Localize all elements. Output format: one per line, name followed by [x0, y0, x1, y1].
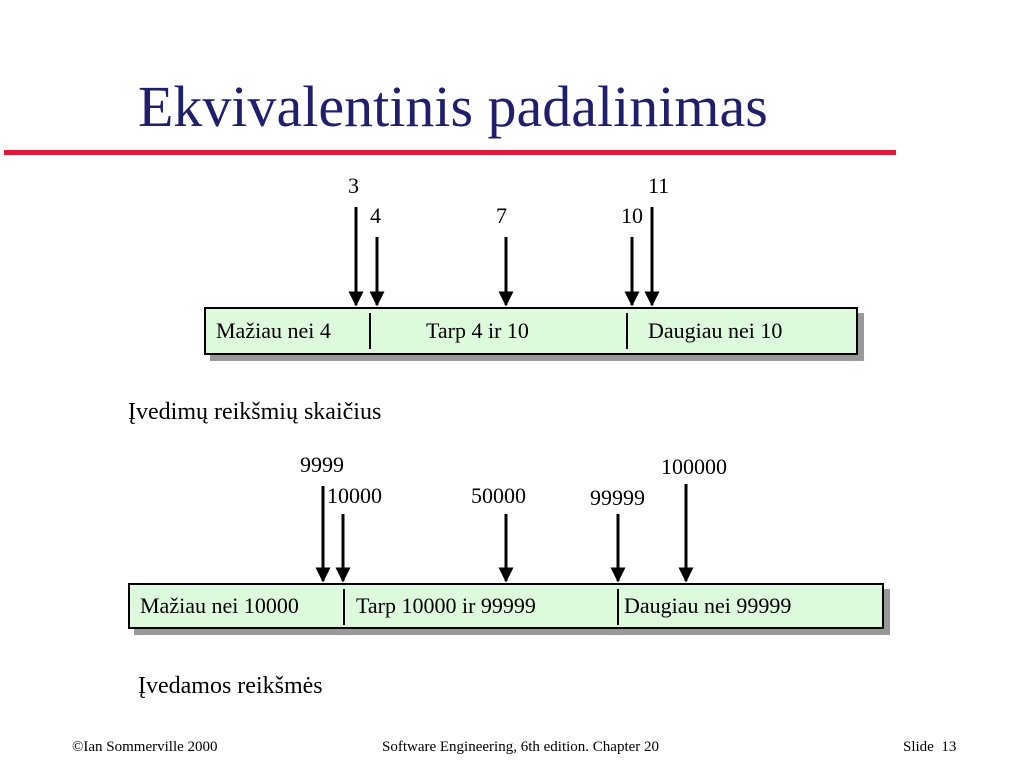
partition-segment: Tarp 10000 ir 99999 — [356, 593, 536, 618]
slide-title: Ekvivalentinis padalinimas — [138, 74, 768, 139]
value-label: 7 — [496, 203, 507, 228]
diagram-caption: Įvedimų reikšmių skaičius — [128, 399, 382, 425]
partition-divider — [626, 313, 628, 349]
partition-divider — [343, 589, 345, 625]
partition-segment: Mažiau nei 10000 — [140, 593, 299, 618]
footer-slide-number — [903, 740, 956, 755]
value-label: 10000 — [327, 483, 382, 508]
slide-label: Slide — [903, 739, 934, 755]
value-label: 50000 — [471, 483, 526, 508]
value-label: 3 — [348, 173, 359, 198]
footer-book: Software Engineering, 6th edition. Chapter 20 — [382, 739, 660, 755]
value-label: 11 — [648, 173, 670, 198]
partition-bar — [204, 307, 858, 355]
partition-segment: Daugiau nei 10 — [648, 318, 783, 343]
partition-segment: Mažiau nei 4 — [216, 318, 331, 343]
partition-segment: Tarp 4 ir 10 — [426, 318, 529, 343]
value-label: 9999 — [300, 452, 344, 477]
footer-copyright: ©Ian Sommerville 2000 — [72, 739, 218, 755]
partition-divider — [617, 589, 619, 625]
diagram-caption: Įvedamos reikšmės — [138, 673, 323, 699]
value-label: 10 — [621, 203, 643, 228]
partition-divider — [369, 313, 371, 349]
value-label: 4 — [370, 203, 381, 228]
value-label: 99999 — [590, 485, 645, 510]
value-label: 100000 — [661, 454, 727, 479]
partition-bar — [128, 583, 884, 629]
slide-number: 13 — [941, 739, 957, 755]
partition-segment: Daugiau nei 99999 — [624, 593, 792, 618]
